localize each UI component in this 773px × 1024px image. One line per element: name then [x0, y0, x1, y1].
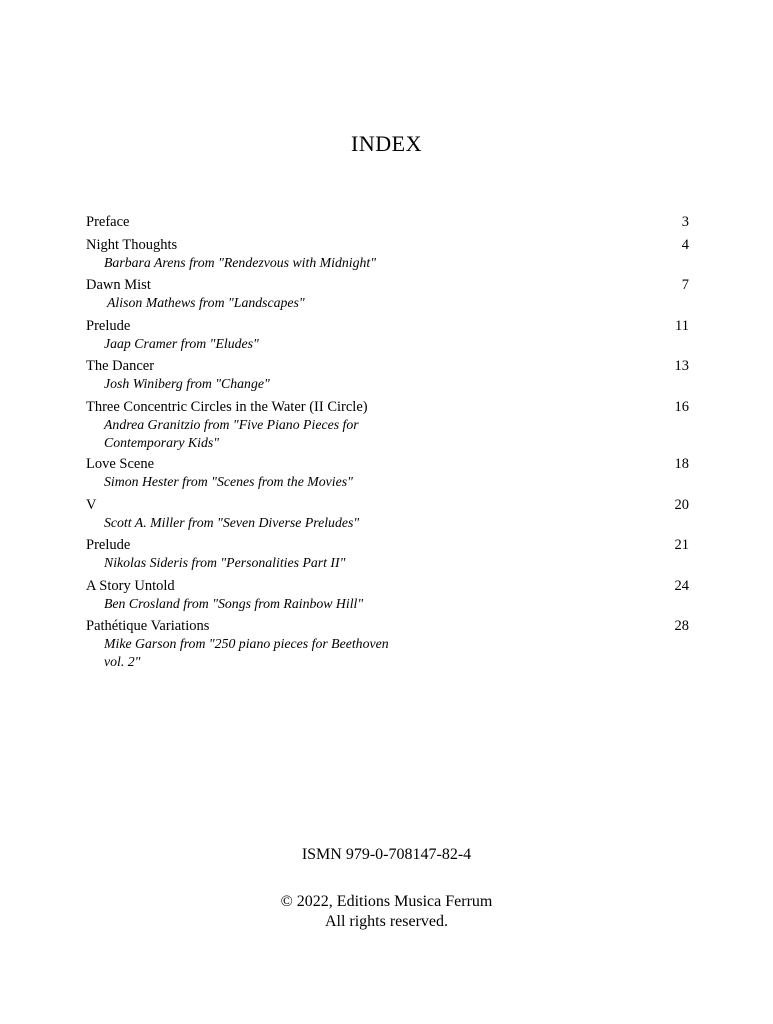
entry-page: 13	[674, 358, 689, 374]
entry-title: Love Scene	[86, 456, 155, 472]
rights-notice: All rights reserved.	[324, 913, 449, 930]
index-entry	[86, 358, 689, 393]
entry-title: The Dancer	[86, 358, 155, 374]
index-entry	[86, 618, 689, 671]
entry-page: 7	[681, 277, 689, 293]
index-entry	[86, 318, 689, 353]
entry-subtitle: Josh Winiberg from "Change"	[104, 376, 270, 391]
entry-title: Three Concentric Circles in the Water (II Circle)	[86, 399, 368, 415]
entry-subtitle: Barbara Arens from "Rendezvous with Midnight"	[104, 255, 377, 270]
index-entry	[86, 399, 689, 452]
entry-title: Night Thoughts	[86, 237, 178, 253]
entry-subtitle: Alison Mathews from "Landscapes"	[107, 295, 305, 310]
entry-title: Dawn Mist	[86, 277, 151, 293]
entry-subtitle: Jaap Cramer from "Eludes"	[104, 336, 259, 351]
entry-subtitle: Ben Crosland from "Songs from Rainbow Hill"	[104, 596, 364, 611]
index-entry	[86, 277, 689, 312]
entry-subtitle: Mike Garson from "250 piano pieces for Beethoven vol. 2"	[104, 636, 389, 669]
entry-subtitle: Simon Hester from "Scenes from the Movies"	[104, 474, 353, 489]
entry-title: Preface	[86, 214, 130, 230]
index-entry	[86, 537, 689, 572]
entry-title: Pathétique Variations	[86, 618, 210, 634]
index-entry	[86, 578, 689, 613]
entry-page: 18	[674, 456, 689, 472]
index-entry	[86, 456, 689, 491]
entry-title: Prelude	[86, 537, 131, 553]
index-entry	[86, 237, 689, 272]
entry-page: 3	[681, 214, 689, 230]
copyright-notice: © 2022, Editions Musica Ferrum	[280, 893, 493, 910]
index-entry	[86, 497, 689, 532]
entry-page: 24	[674, 578, 689, 594]
entry-title: Prelude	[86, 318, 131, 334]
entry-title: V	[86, 497, 97, 513]
entry-subtitle: Scott A. Miller from "Seven Diverse Preludes"	[104, 515, 360, 530]
page-title: INDEX	[351, 131, 422, 156]
entry-page: 28	[674, 618, 689, 634]
entry-title: A Story Untold	[86, 578, 175, 594]
entry-page: 4	[681, 237, 689, 253]
entry-subtitle: Andrea Granitzio from "Five Piano Pieces for Contemporary Kids"	[104, 417, 359, 450]
entry-page: 21	[674, 537, 689, 553]
entry-page: 16	[674, 399, 689, 415]
ismn-number: ISMN 979-0-708147-82-4	[301, 846, 472, 863]
entry-page: 11	[675, 318, 689, 334]
entry-page: 20	[674, 497, 689, 513]
index-entry	[86, 214, 689, 231]
entry-subtitle: Nikolas Sideris from "Personalities Part II"	[104, 555, 346, 570]
